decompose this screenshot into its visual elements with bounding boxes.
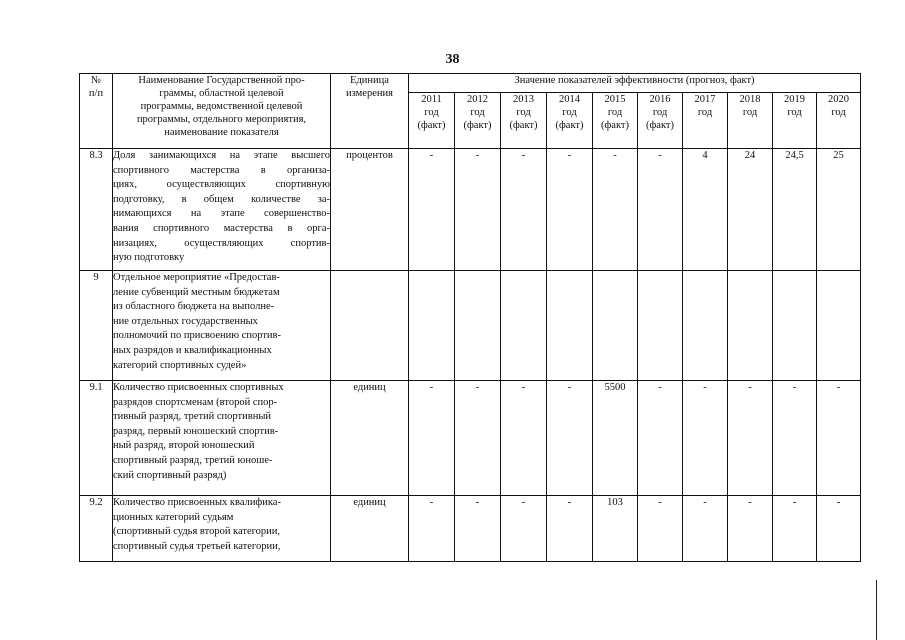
- value-cell: [817, 271, 861, 381]
- indicator-name: [113, 381, 331, 496]
- year-word: год: [652, 107, 668, 118]
- header-num-line2: п/п: [88, 88, 104, 99]
- value-cell: -: [593, 149, 638, 271]
- row-number: 9: [80, 271, 113, 381]
- value-cell: -: [817, 381, 861, 496]
- header-year-2016: [638, 93, 683, 149]
- header-name-line: программы, ведомственной целевой: [140, 101, 303, 112]
- year-label: 2012: [467, 94, 488, 105]
- value-cell: -: [728, 496, 773, 562]
- value-cell: -: [773, 496, 817, 562]
- name-line: вания спортивного мастерства в орга-: [113, 222, 330, 234]
- value-cell: -: [501, 149, 547, 271]
- header-year-2013: [501, 93, 547, 149]
- name-line: Количество присвоенных спортивных: [113, 382, 284, 393]
- name-line: тивный разряд, третий спортивный: [113, 411, 271, 423]
- page-number: 38: [445, 52, 460, 67]
- name-line: низациях, осуществляющих спортив-: [113, 237, 330, 249]
- header-name-line: Наименование Государственной про-: [138, 75, 305, 86]
- name-line: ский спортивный разряд): [113, 469, 227, 481]
- year-note: (факт): [417, 120, 446, 131]
- value-cell: 103: [593, 496, 638, 562]
- indicators-table: [79, 73, 861, 562]
- year-label: 2015: [604, 94, 626, 105]
- value-cell: -: [409, 496, 455, 562]
- value-cell: -: [455, 381, 501, 496]
- year-word: год: [516, 107, 531, 118]
- header-year-2015: [593, 93, 638, 149]
- name-line: ный разряд, второй юношеский: [113, 440, 255, 452]
- value-cell: -: [728, 381, 773, 496]
- header-year-2018: [728, 93, 773, 149]
- value-cell: -: [547, 496, 593, 562]
- indicator-name: [113, 271, 331, 381]
- year-label: 2016: [649, 94, 671, 105]
- year-label: 2017: [694, 94, 716, 105]
- name-line: подготовку, в общем количестве за-: [113, 193, 330, 205]
- value-cell: -: [683, 381, 728, 496]
- table-row: [80, 271, 861, 381]
- indicator-name: [113, 496, 331, 562]
- row-number: 9.1: [80, 381, 113, 496]
- year-note: (факт): [509, 120, 538, 131]
- value-cell: -: [409, 381, 455, 496]
- value-cell: [409, 271, 455, 381]
- year-word: год: [424, 107, 439, 118]
- header-year-2017: [683, 93, 728, 149]
- table-row: [80, 381, 861, 496]
- header-num-line1: №: [90, 75, 102, 86]
- name-line: циях, осуществляющих спортивную: [113, 179, 330, 191]
- header-year-2011: [409, 93, 455, 149]
- indicator-name: [113, 149, 331, 271]
- value-cell: -: [547, 149, 593, 271]
- name-line: Доля занимающихся на этапе высшего: [113, 150, 330, 161]
- header-name-line: программы, отдельного мероприятия,: [136, 114, 307, 125]
- value-cell: -: [683, 496, 728, 562]
- header-name: [113, 74, 331, 149]
- value-cell: -: [638, 381, 683, 496]
- header-year-2019: [773, 93, 817, 149]
- header-name-line: граммы, областной целевой: [159, 88, 284, 99]
- name-line: спортивный разряд, третий юноше-: [113, 454, 273, 466]
- value-cell: [638, 271, 683, 381]
- value-cell: -: [773, 381, 817, 496]
- value-cell: -: [638, 496, 683, 562]
- value-cell: -: [501, 381, 547, 496]
- value-cell: [593, 271, 638, 381]
- unit-cell: [331, 271, 409, 381]
- name-line: полномочий по присвоению спортив-: [113, 330, 281, 342]
- value-cell: [547, 271, 593, 381]
- value-cell: [728, 271, 773, 381]
- row-number: 9.2: [80, 496, 113, 562]
- value-cell: [501, 271, 547, 381]
- name-line: разрядов спортсменам (второй спор-: [113, 396, 278, 408]
- header-unit: [331, 74, 409, 149]
- year-label: 2018: [739, 94, 761, 105]
- table-row: [80, 496, 861, 562]
- year-note: (факт): [463, 120, 492, 131]
- value-cell: -: [817, 496, 861, 562]
- year-word: год: [607, 107, 623, 118]
- year-note: (факт): [600, 120, 629, 131]
- scan-edge-line: [876, 580, 877, 640]
- unit-cell: единиц: [331, 496, 409, 562]
- year-label: 2020: [828, 94, 849, 105]
- value-cell: 24,5: [773, 149, 817, 271]
- year-word: год: [787, 107, 802, 118]
- year-word: год: [470, 107, 485, 118]
- year-label: 2011: [421, 94, 442, 105]
- name-line: ную подготовку: [113, 252, 185, 264]
- unit-cell: процентов: [331, 149, 409, 271]
- year-word: год: [742, 107, 758, 118]
- header-unit-line: Единица: [350, 75, 389, 86]
- name-line: Количество присвоенных квалифика-: [113, 497, 281, 508]
- name-line: (спортивный судья второй категории,: [113, 526, 281, 538]
- value-cell: [683, 271, 728, 381]
- name-line: нимающихся на этапе совершенство-: [113, 208, 330, 220]
- header-year-2012: [455, 93, 501, 149]
- value-cell: 24: [728, 149, 773, 271]
- name-line: ние отдельных государственных: [113, 315, 258, 327]
- value-cell: -: [409, 149, 455, 271]
- value-cell: -: [455, 496, 501, 562]
- table-row: [80, 149, 861, 271]
- year-label: 2019: [784, 94, 805, 105]
- header-name-line: наименование показателя: [164, 127, 279, 138]
- year-word: год: [831, 107, 846, 118]
- header-values-title: Значение показателей эффективности (прогноз, факт): [409, 74, 861, 93]
- value-cell: [773, 271, 817, 381]
- name-line: категорий спортивных судей»: [113, 359, 247, 371]
- name-line: ных разрядов и квалификационных: [113, 344, 272, 356]
- name-line: спортивный судья третьей категории,: [113, 540, 281, 552]
- value-cell: -: [638, 149, 683, 271]
- name-line: ционных категорий судьям: [113, 511, 234, 523]
- year-label: 2014: [559, 94, 580, 105]
- year-note: (факт): [645, 120, 674, 131]
- value-cell: [455, 271, 501, 381]
- value-cell: 4: [683, 149, 728, 271]
- year-note: (факт): [555, 120, 584, 131]
- year-word: год: [562, 107, 577, 118]
- name-line: Отдельное мероприятие «Предостав-: [113, 272, 280, 283]
- unit-cell: единиц: [331, 381, 409, 496]
- value-cell: 25: [817, 149, 861, 271]
- header-num: [80, 74, 113, 149]
- header-year-2014: [547, 93, 593, 149]
- name-line: ление субвенций местным бюджетам: [113, 286, 280, 298]
- row-number: 8.3: [80, 149, 113, 271]
- header-year-2020: [817, 93, 861, 149]
- value-cell: 5500: [593, 381, 638, 496]
- value-cell: -: [455, 149, 501, 271]
- name-line: из областного бюджета на выполне-: [113, 301, 275, 313]
- name-line: спортивного мастерства в организа-: [113, 164, 330, 176]
- header-unit-line: измерения: [346, 88, 393, 99]
- name-line: разряд, первый юношеский спортив-: [113, 425, 279, 437]
- year-word: год: [697, 107, 713, 118]
- year-label: 2013: [513, 94, 534, 105]
- value-cell: -: [501, 496, 547, 562]
- value-cell: -: [547, 381, 593, 496]
